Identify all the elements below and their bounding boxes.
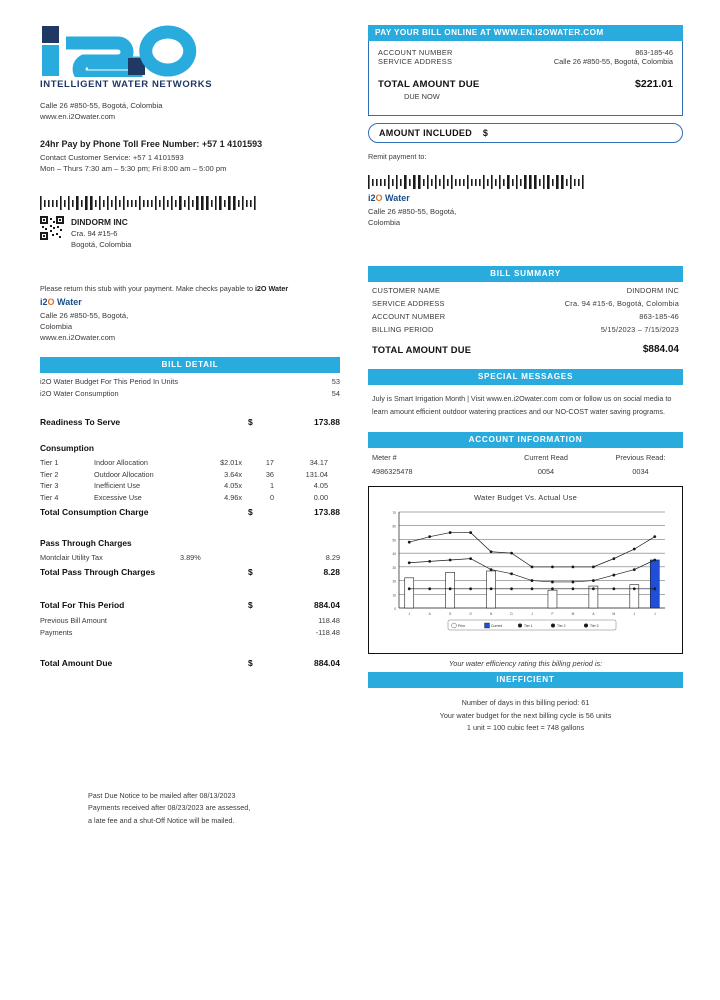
tier-label: Tier 3 xyxy=(40,481,59,491)
svg-text:50: 50 xyxy=(392,538,396,543)
bill-summary-header: BILL SUMMARY xyxy=(368,266,683,282)
billing-footer-notes xyxy=(368,697,683,735)
payments-row xyxy=(40,627,340,639)
svg-text:0: 0 xyxy=(394,606,396,611)
total-due-label: TOTAL AMOUNT DUE xyxy=(378,79,480,91)
tier-units: 0 xyxy=(269,493,274,503)
tier-row xyxy=(40,469,340,481)
efficiency-lead-text: Your water efficiency rating this billing period is: xyxy=(448,658,603,668)
tier-amount: 4.05 xyxy=(313,481,328,491)
current-read-column-header: Current Read xyxy=(524,453,568,463)
company-address: Calle 26 #850-55, Bogotá, Colombia xyxy=(40,101,163,110)
tier-units: 36 xyxy=(265,469,274,479)
svg-text:S: S xyxy=(449,611,452,616)
svg-text:A: A xyxy=(428,611,431,616)
stub-note-prefix: Please return this stub with your payment. Make checks payable to xyxy=(40,284,253,294)
tier-rate: 4.96x xyxy=(224,493,242,503)
total-period-currency: $ xyxy=(248,600,253,611)
tier-rate: $2.01x xyxy=(220,457,242,467)
svg-text:A: A xyxy=(592,611,595,616)
tier-label: Tier 2 xyxy=(40,469,59,479)
tier-amount: 131.04 xyxy=(305,469,328,479)
payments-value: -118.48 xyxy=(315,628,340,638)
special-messages-header: SPECIAL MESSAGES xyxy=(368,369,683,385)
summary-total-label: TOTAL AMOUNT DUE xyxy=(372,343,472,355)
total-amount-due-currency: $ xyxy=(248,657,253,668)
budget-label: i2O Water Budget For This Period In Units xyxy=(40,376,179,386)
efficiency-rating-badge: INEFFICIENT xyxy=(368,672,683,688)
svg-text:30: 30 xyxy=(392,565,396,570)
company-logo xyxy=(40,25,340,90)
previous-read-value: 0034 xyxy=(632,466,649,476)
remit-lead-text: Remit payment to: xyxy=(368,152,427,162)
bill-detail-consumption-row xyxy=(40,388,340,400)
svg-text:Current: Current xyxy=(491,623,503,628)
svg-text:J: J xyxy=(653,611,656,616)
total-pass-through-value: 8.28 xyxy=(323,566,340,577)
summary-row xyxy=(372,298,679,311)
business-hours: Mon – Thurs 7:30 am – 5:30 pm; Fri 8:00 am – 5:00 pm xyxy=(40,163,227,173)
notice-line-3: a late fee and a shut-Off Notice will be mailed. xyxy=(88,815,235,825)
service-address-row xyxy=(378,57,673,66)
customer-name: DINDORM INC xyxy=(71,217,128,228)
consumption-value: 54 xyxy=(331,388,340,398)
amount-included-label: AMOUNT INCLUDED xyxy=(379,128,472,139)
svg-text:O: O xyxy=(469,611,472,616)
total-due-value: $221.01 xyxy=(635,78,673,91)
svg-text:D: D xyxy=(510,611,513,616)
customer-address-line-1: Cra. 94 #15-6 xyxy=(71,229,118,239)
pass-through-amount: 8.29 xyxy=(325,552,340,562)
chart-canvas xyxy=(373,504,673,644)
meter-number-value: 4986325478 xyxy=(372,466,413,476)
water-usage-chart xyxy=(368,486,683,654)
summary-value: 863-185-46 xyxy=(639,311,679,321)
tier-label: Tier 4 xyxy=(40,493,59,503)
account-number-value: 863-185-46 xyxy=(635,48,673,58)
svg-text:Prior: Prior xyxy=(458,623,466,628)
remit-postal-barcode-icon xyxy=(368,173,628,191)
stub-remit-website: www.en.i2Owater.com xyxy=(40,332,116,342)
summary-row xyxy=(372,285,679,298)
notice-line-2: Payments received after 08/23/2023 are assessed, xyxy=(88,803,251,813)
consumption-section-heading: Consumption xyxy=(40,442,94,453)
past-due-notice xyxy=(88,790,338,827)
company-website: www.en.i2Owater.com xyxy=(40,112,116,121)
total-pass-through-currency: $ xyxy=(248,566,253,577)
tier-row xyxy=(40,492,340,504)
stub-remit-line-1: Calle 26 #850-55, Bogotá, xyxy=(40,310,129,320)
summary-label: CUSTOMER NAME xyxy=(372,285,441,295)
summary-label: ACCOUNT NUMBER xyxy=(372,311,446,321)
tier-rate: 3.64x xyxy=(224,469,242,479)
svg-text:J: J xyxy=(408,611,411,616)
total-consumption-label: Total Consumption Charge xyxy=(40,506,149,517)
account-info-header-row xyxy=(372,451,679,464)
tier-units: 17 xyxy=(265,457,274,467)
total-consumption-currency: $ xyxy=(248,506,253,517)
tier-label: Tier 1 xyxy=(40,457,59,467)
i2o-logo-icon xyxy=(40,25,215,77)
summary-row xyxy=(372,324,679,337)
total-consumption-value: 173.88 xyxy=(314,506,340,517)
chart-title: Water Budget Vs. Actual Use xyxy=(473,492,578,502)
pay-online-header: PAY YOUR BILL ONLINE AT WWW.EN.I2OWATER.COM xyxy=(368,25,683,41)
pass-through-heading: Pass Through Charges xyxy=(40,537,132,548)
left-column xyxy=(40,25,340,673)
total-pass-through-label: Total Pass Through Charges xyxy=(40,566,156,577)
tier-name: Excessive Use xyxy=(94,493,142,503)
svg-text:10: 10 xyxy=(392,592,396,597)
svg-text:F: F xyxy=(551,611,554,616)
tier-row xyxy=(40,480,340,492)
summary-total-value: $884.04 xyxy=(642,343,679,355)
budget-value: 53 xyxy=(331,376,340,386)
bill-summary-box xyxy=(368,282,683,355)
svg-text:N: N xyxy=(489,611,493,616)
account-information-header: ACCOUNT INFORMATION xyxy=(368,432,683,448)
customer-address-line-2: Bogotá, Colombia xyxy=(71,240,132,250)
due-now-text: DUE NOW xyxy=(404,92,440,102)
svg-text:60: 60 xyxy=(392,524,396,529)
bill-detail-budget-row xyxy=(40,376,340,388)
svg-text:70: 70 xyxy=(392,510,396,515)
pass-through-item-row xyxy=(40,552,340,564)
stub-remit-line-2: Colombia xyxy=(40,321,73,331)
tier-name: Indoor Allocation xyxy=(94,457,148,467)
account-number-row xyxy=(378,48,673,57)
current-read-value: 0054 xyxy=(537,466,555,476)
tier-name: Inefficient Use xyxy=(94,481,141,491)
account-number-label: ACCOUNT NUMBER xyxy=(378,48,453,58)
summary-label: BILLING PERIOD xyxy=(372,324,434,334)
total-amount-due-label: Total Amount Due xyxy=(40,657,113,668)
customer-service-phone: Contact Customer Service: +57 1 4101593 xyxy=(40,152,184,162)
svg-text:20: 20 xyxy=(392,579,396,584)
toll-free-phone: 24hr Pay by Phone Toll Free Number: +57 1 4101593 xyxy=(40,139,263,149)
total-period-label: Total For This Period xyxy=(40,600,125,611)
svg-text:Tier 2: Tier 2 xyxy=(557,623,566,628)
svg-text:Tier 3: Tier 3 xyxy=(590,623,599,628)
right-column xyxy=(368,25,683,735)
payments-label: Payments xyxy=(40,628,73,638)
account-information-table xyxy=(368,448,683,477)
remit-company-name: i2O Water xyxy=(368,193,410,204)
svg-text:M: M xyxy=(571,611,575,616)
unit-conversion-line: 1 unit = 100 cubic feet = 748 gallons xyxy=(466,723,585,733)
previous-bill-value: 118.48 xyxy=(318,616,340,626)
pass-through-percent: 3.89% xyxy=(180,552,201,562)
account-info-data-row xyxy=(372,465,679,478)
qr-code-icon xyxy=(40,216,64,240)
stub-remit-name: i2O Water xyxy=(40,297,82,308)
postal-barcode-icon xyxy=(40,194,300,212)
previous-bill-label: Previous Bill Amount xyxy=(40,616,107,626)
service-address-value: Calle 26 #850-55, Bogotá, Colombia xyxy=(553,57,673,67)
bill-detail-header: BILL DETAIL xyxy=(40,357,340,373)
total-consumption-charge-row xyxy=(40,504,340,522)
previous-bill-row xyxy=(40,615,340,627)
total-for-this-period-row xyxy=(40,597,340,615)
svg-text:J: J xyxy=(633,611,636,616)
summary-value: DINDORM INC xyxy=(626,285,679,295)
stub-return-note xyxy=(40,284,340,295)
total-pass-through-row xyxy=(40,564,340,582)
tier-rate: 4.05x xyxy=(224,481,242,491)
stub-note-payee: i2O Water xyxy=(254,284,289,294)
remit-address-line-2: Colombia xyxy=(368,217,401,227)
pass-through-item-label: Montclair Utility Tax xyxy=(40,552,103,562)
summary-value: 5/15/2023 – 7/15/2023 xyxy=(600,324,679,334)
summary-total-row xyxy=(372,344,679,355)
meter-column-header: Meter # xyxy=(372,453,397,463)
tier-amount: 34.17 xyxy=(309,457,328,467)
total-due-row xyxy=(378,78,673,90)
previous-read-column-header: Previous Read: xyxy=(615,453,666,463)
readiness-currency: $ xyxy=(248,416,253,427)
readiness-value: 173.88 xyxy=(314,416,340,427)
readiness-label: Readiness To Serve xyxy=(40,416,121,427)
tier-row xyxy=(40,457,340,469)
pay-online-box xyxy=(368,41,683,116)
amount-included-currency: $ xyxy=(482,128,489,139)
next-budget-line: Your water budget for the next billing cycle is 56 units xyxy=(439,710,612,720)
service-address-label: SERVICE ADDRESS xyxy=(378,57,453,67)
customer-address-block xyxy=(40,216,340,250)
tier-units: 1 xyxy=(269,481,274,491)
svg-text:M: M xyxy=(612,611,616,616)
svg-text:J: J xyxy=(531,611,533,616)
special-messages-body: July is Smart Irrigation Month | Visit www.en.i2Owater.com com or follow us on social media to learn amount efficient outdoor watering practices and our NO-COST water saving programs. xyxy=(372,393,672,416)
readiness-to-serve-row xyxy=(40,414,340,432)
tier-name: Outdoor Allocation xyxy=(94,469,154,479)
notice-line-1: Past Due Notice to be mailed after 08/13/2023 xyxy=(88,791,236,800)
days-in-period-line: Number of days in this billing period: 61 xyxy=(461,697,590,707)
summary-value: Cra. 94 #15-6, Bogotá, Colombia xyxy=(564,298,679,308)
svg-text:Tier 1: Tier 1 xyxy=(524,623,533,628)
svg-text:40: 40 xyxy=(392,551,396,556)
total-amount-due-value: 884.04 xyxy=(314,657,340,668)
tier-amount: 0.00 xyxy=(313,493,328,503)
total-amount-due-row xyxy=(40,655,340,673)
summary-row xyxy=(372,311,679,324)
company-tagline: INTELLIGENT WATER NETWORKS xyxy=(40,79,213,90)
amount-included-field[interactable] xyxy=(368,123,683,143)
consumption-label: i2O Water Consumption xyxy=(40,388,119,398)
total-period-value: 884.04 xyxy=(314,600,340,611)
summary-label: SERVICE ADDRESS xyxy=(372,298,445,308)
remit-address-line-1: Calle 26 #850-55, Bogotá, xyxy=(368,206,457,216)
